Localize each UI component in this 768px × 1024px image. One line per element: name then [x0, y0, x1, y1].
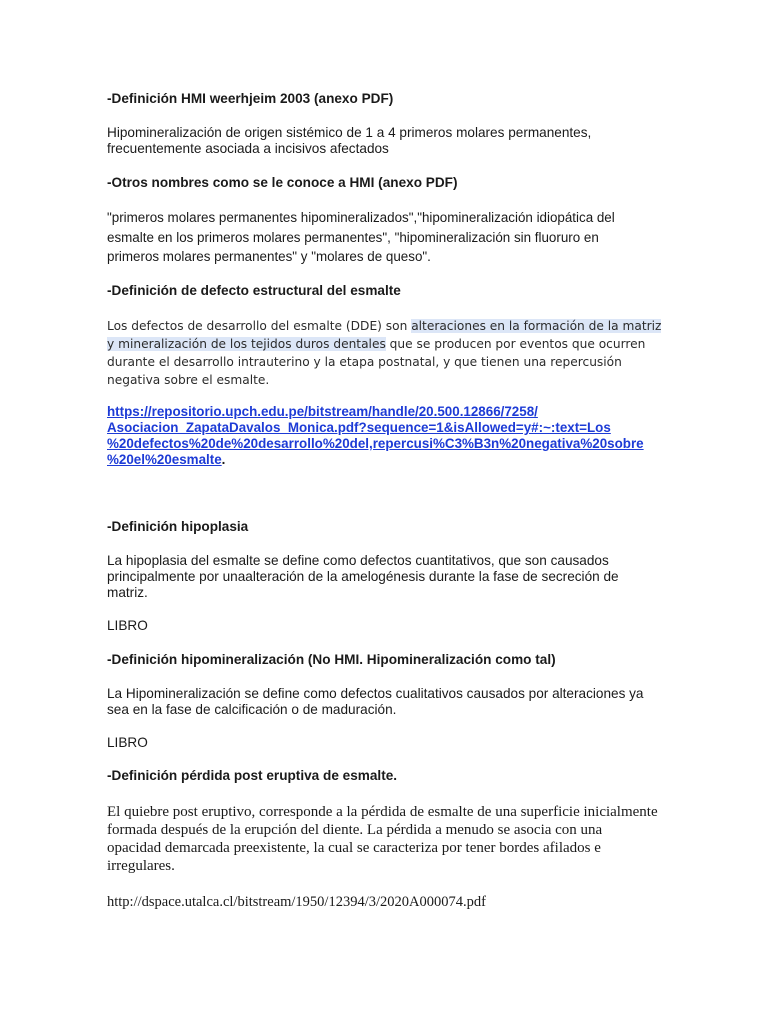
repositorio-link[interactable]: [107, 404, 707, 467]
paragraph-hipomineralizacion: [107, 686, 707, 718]
link-suffix: .: [221, 452, 226, 467]
paragraph-perdida-post-eruptiva: [107, 803, 707, 875]
heading-defecto-estructural: -Definición de defecto estructural del esmalte: [107, 283, 401, 298]
paragraph-text: que se producen por eventos que ocurren durante el desarrollo intrauterino y la etapa postnatal, y que tienen una repercusión negativa sobre el esmalte.: [107, 337, 646, 387]
paragraph-line: irregulares.: [107, 858, 175, 874]
heading-definicion-hmi: -Definición HMI weerhjeim 2003 (anexo PDF): [107, 91, 394, 106]
link-line: %20defectos%20de%20desarrollo%20del,repercusi%C3%B3n%20negativa%20sobre: [107, 436, 644, 451]
link-line: %20el%20esmalte: [107, 452, 222, 467]
paragraph-hipoplasia: [107, 553, 707, 601]
paragraph-line: La Hipomineralización se define como defectos cualitativos causados por alteraciones ya: [107, 686, 644, 701]
heading-hipomineralizacion: -Definición hipomineralización (No HMI. Hipomineralización como tal): [107, 652, 556, 667]
paragraph-line: formada después de la erupción del diente. La pérdida a menudo se asocia con una: [107, 822, 603, 838]
paragraph-line: La hipoplasia del esmalte se define como defectos cuantitativos, que son causados: [107, 553, 609, 568]
source-link-block: [107, 404, 707, 468]
paragraph-text: Los defectos de desarrollo del esmalte (DDE) son: [107, 319, 412, 333]
paragraph-hmi-definition: [107, 125, 707, 157]
paragraph-line: El quiebre post eruptivo, corresponde a la pérdida de esmalte de una superficie inicialmente: [107, 804, 658, 820]
paragraph-line: matriz.: [107, 585, 148, 600]
heading-perdida-post-eruptiva: -Definición pérdida post eruptiva de esmalte.: [107, 768, 398, 783]
paragraph-otros-nombres: "primeros molares permanentes hipomineralizados","hipomineralización idiopática del esmalte en los primeros molares permanentes", "hipomineralización sin fluoruro en primeros molares permanentes" y "molares de queso".: [107, 210, 615, 264]
source-libro: LIBRO: [107, 735, 148, 750]
paragraph-line: principalmente por unaalteración de la amelogénesis durante la fase de secreción de: [107, 569, 619, 584]
paragraph-line: opacidad demarcada preexistente, la cual se caracteriza por tener bordes afilados e: [107, 840, 601, 856]
link-line: https://repositorio.upch.edu.pe/bitstream/handle/20.500.12866/7258/: [107, 404, 538, 419]
paragraph-line: sea en la fase de calcificación o de maduración.: [107, 702, 397, 717]
highlighted-text: alteraciones en la formación de la matriz y mineralización de los tejidos duros dentales: [107, 319, 662, 351]
paragraph-defecto-estructural: [107, 317, 667, 389]
dspace-url[interactable]: http://dspace.utalca.cl/bitstream/1950/12394/3/2020A000074.pdf: [107, 894, 486, 910]
paragraph-line: frecuentemente asociada a incisivos afectados: [107, 141, 389, 156]
heading-hipoplasia: -Definición hipoplasia: [107, 519, 249, 534]
heading-otros-nombres: -Otros nombres como se le conoce a HMI (anexo PDF): [107, 175, 458, 190]
source-libro: LIBRO: [107, 618, 148, 633]
paragraph-line: Hipomineralización de origen sistémico de 1 a 4 primeros molares permanentes,: [107, 125, 592, 140]
link-line: Asociacion_ZapataDavalos_Monica.pdf?sequence=1&isAllowed=y#:~:text=Los: [107, 420, 611, 435]
